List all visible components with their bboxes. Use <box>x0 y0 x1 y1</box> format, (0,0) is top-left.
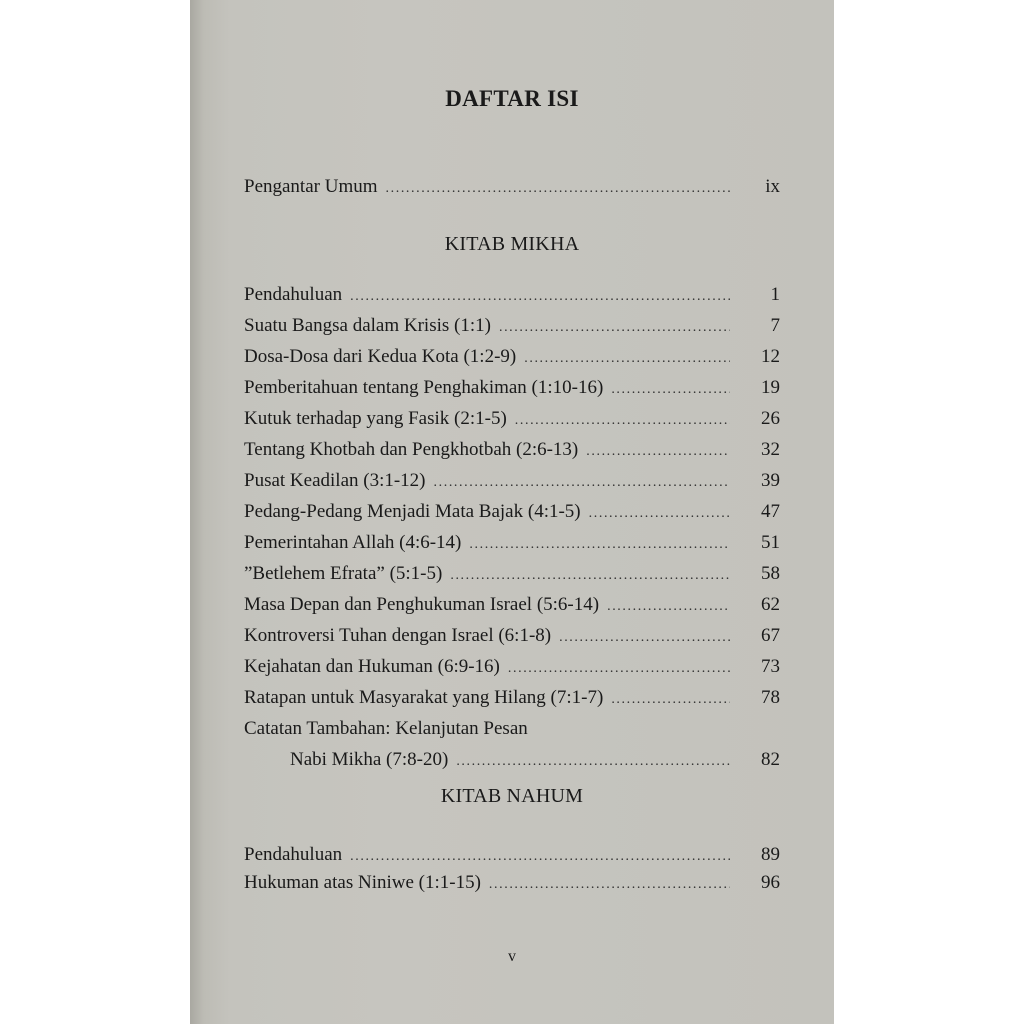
toc-entry-label: Pendahuluan <box>244 284 343 305</box>
toc-entry-page: 67 <box>761 625 780 646</box>
toc-entry <box>244 844 780 870</box>
toc-entry-label: Pendahuluan <box>244 844 343 865</box>
toc-entry-page: 19 <box>761 377 780 398</box>
toc-entry-multiline-first <box>244 718 780 744</box>
toc-entry-label: Suatu Bangsa dalam Krisis (1:1) <box>244 315 491 336</box>
dot-leader <box>607 599 730 615</box>
section-title-nahum: KITAB NAHUM <box>440 785 584 807</box>
toc-entry-label: Kejahatan dan Hukuman (6:9-16) <box>244 656 500 677</box>
toc-entry-label: Catatan Tambahan: Kelanjutan Pesan <box>244 718 528 739</box>
toc-entry-label: Pemberitahuan tentang Penghakiman (1:10-16) <box>244 377 604 398</box>
toc-entry-intro <box>244 176 780 202</box>
toc-entry-page: 96 <box>761 872 780 893</box>
toc-entry-page: 78 <box>761 687 780 708</box>
toc-entry-label: Masa Depan dan Penghukuman Israel (5:6-14) <box>244 594 600 615</box>
dot-leader <box>524 351 730 367</box>
dot-leader <box>350 289 730 305</box>
toc-entry-page: 73 <box>761 656 780 677</box>
toc-entry <box>244 625 780 651</box>
toc-entry <box>244 284 780 310</box>
toc-entry-label: Tentang Khotbah dan Pengkhotbah (2:6-13) <box>244 439 579 460</box>
toc-entry <box>244 872 780 898</box>
toc-entry-page: 26 <box>761 408 780 429</box>
dot-leader <box>450 568 730 584</box>
dot-leader <box>611 692 730 708</box>
toc-entry <box>244 346 780 372</box>
dot-leader <box>589 506 730 522</box>
toc-entry <box>244 563 780 589</box>
toc-entry-page: 7 <box>770 315 780 336</box>
toc-entry-label: Pemerintahan Allah (4:6-14) <box>244 532 462 553</box>
page-title: DAFTAR ISI <box>445 86 579 111</box>
toc-entry <box>244 594 780 620</box>
toc-entry <box>244 470 780 496</box>
toc-entry <box>244 532 780 558</box>
toc-entry-label: Pusat Keadilan (3:1-12) <box>244 470 426 491</box>
toc-entry-label: Dosa-Dosa dari Kedua Kota (1:2-9) <box>244 346 517 367</box>
toc-entry-page: ix <box>765 176 780 197</box>
section-title-mikha: KITAB MIKHA <box>444 233 580 255</box>
dot-leader <box>611 382 730 398</box>
toc-entry-label: Hukuman atas Niniwe (1:1-15) <box>244 872 481 893</box>
page-number: v <box>508 948 516 965</box>
toc-entry-label: Pengantar Umum <box>244 176 378 197</box>
toc-entry-page: 89 <box>761 844 780 865</box>
dot-leader <box>386 181 730 197</box>
dot-leader <box>508 661 730 677</box>
toc-entry-label: ”Betlehem Efrata” (5:1-5) <box>244 563 443 584</box>
toc-entry-page: 58 <box>761 563 780 584</box>
toc-entry-label: Ratapan untuk Masyarakat yang Hilang (7:1-7) <box>244 687 604 708</box>
toc-entry <box>244 501 780 527</box>
toc-entry-multiline-continuation <box>290 749 780 775</box>
toc-entry <box>244 408 780 434</box>
dot-leader <box>489 877 730 893</box>
toc-entry <box>244 315 780 341</box>
dot-leader <box>499 320 730 336</box>
toc-entry-page: 1 <box>770 284 780 305</box>
book-page <box>190 0 834 1024</box>
dot-leader <box>559 630 730 646</box>
dot-leader <box>456 754 730 770</box>
toc-entry-page: 32 <box>761 439 780 460</box>
toc-entry <box>244 439 780 465</box>
dot-leader <box>586 444 730 460</box>
toc-entry-page: 12 <box>761 346 780 367</box>
toc-entry-page: 39 <box>761 470 780 491</box>
toc-entry <box>244 656 780 682</box>
toc-entry <box>244 687 780 713</box>
toc-entry-label: Nabi Mikha (7:8-20) <box>290 749 449 770</box>
dot-leader <box>515 413 730 429</box>
toc-entry-label: Pedang-Pedang Menjadi Mata Bajak (4:1-5) <box>244 501 581 522</box>
toc-entry-page: 47 <box>761 501 780 522</box>
dot-leader <box>434 475 730 491</box>
toc-entry-label: Kutuk terhadap yang Fasik (2:1-5) <box>244 408 507 429</box>
toc-entry <box>244 377 780 403</box>
toc-entry-label: Kontroversi Tuhan dengan Israel (6:1-8) <box>244 625 552 646</box>
dot-leader <box>469 537 730 553</box>
toc-entry-page: 82 <box>761 749 780 770</box>
toc-entry-page: 51 <box>761 532 780 553</box>
toc-entry-page: 62 <box>761 594 780 615</box>
dot-leader <box>350 849 730 865</box>
